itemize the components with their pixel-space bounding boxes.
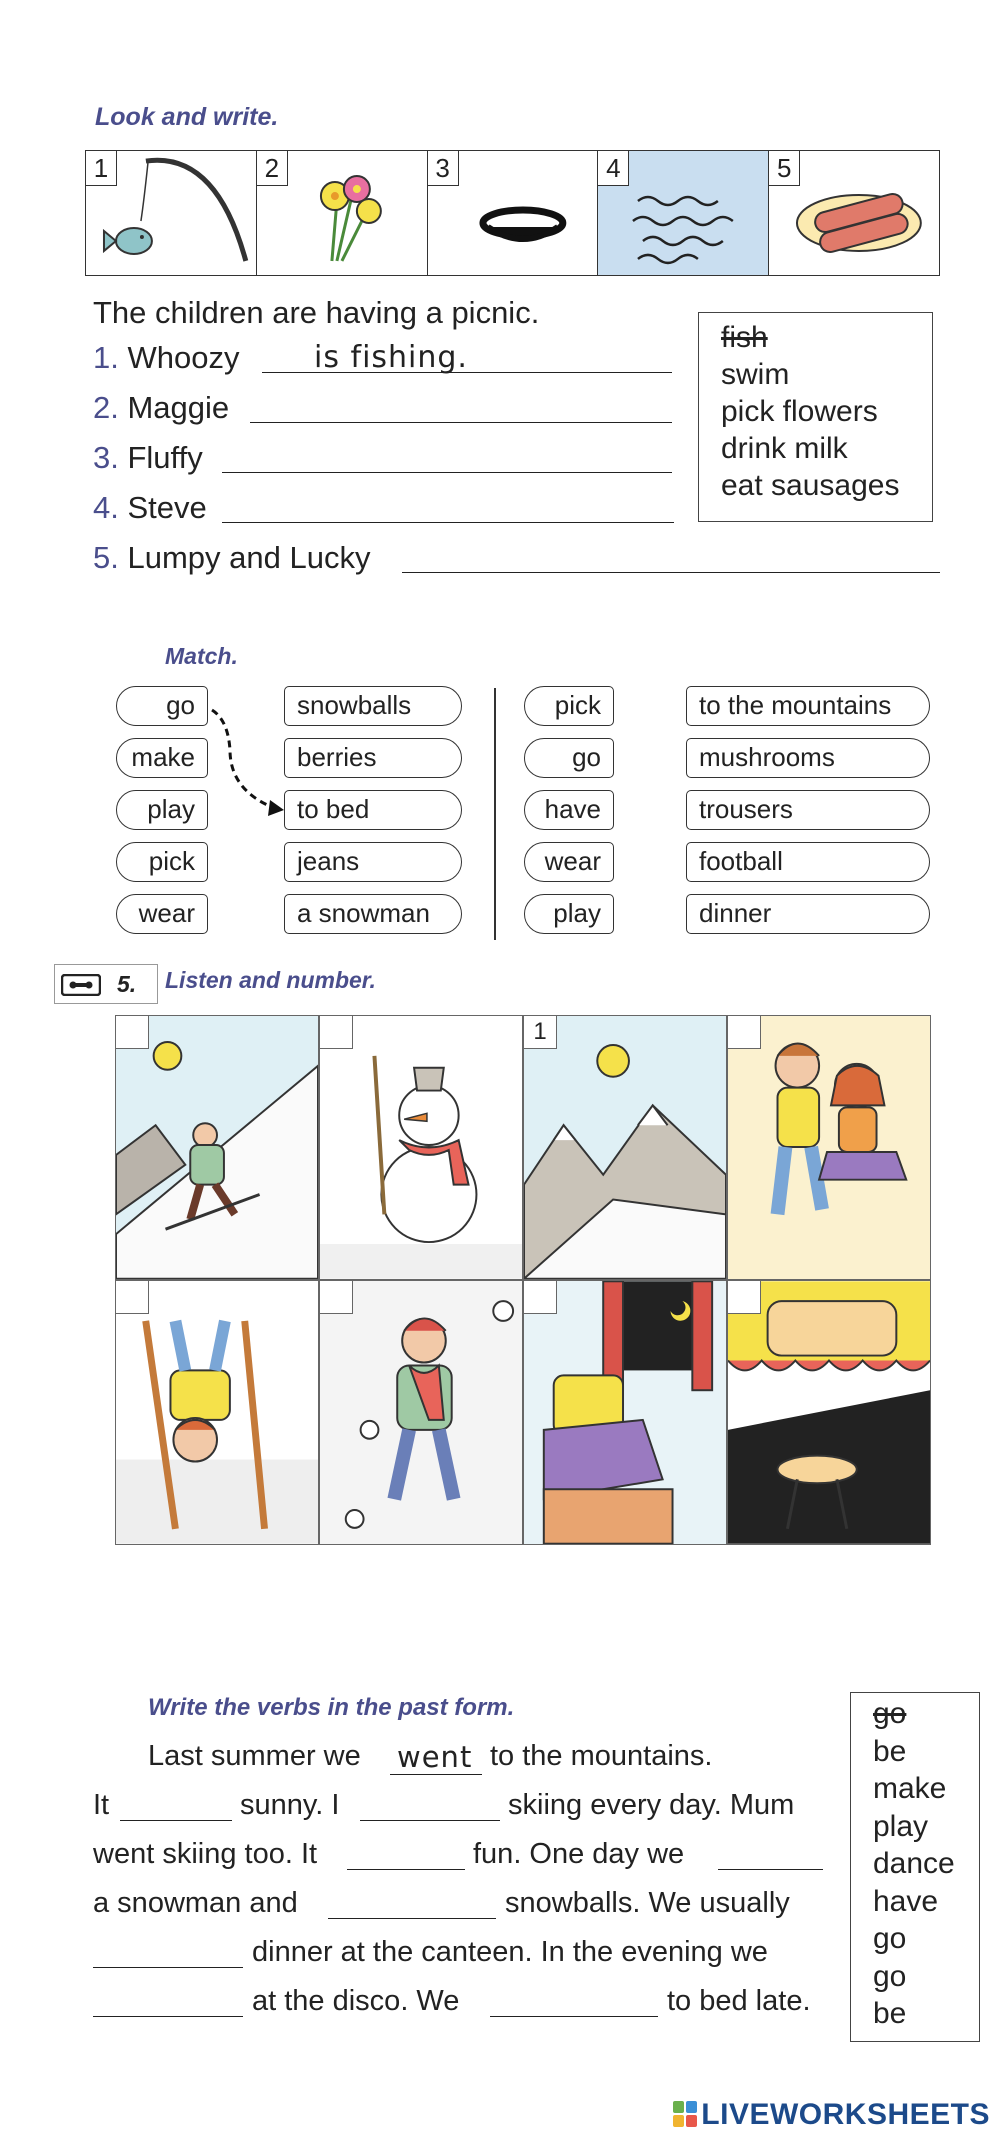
word-box-item: fish [721,321,768,354]
match-noun-left[interactable]: a snowman [284,894,462,934]
match-noun-right[interactable]: football [686,842,930,882]
match-verb-left[interactable]: wear [116,894,208,934]
match-verb-left[interactable]: pick [116,842,208,882]
match-verb-right[interactable]: have [524,790,614,830]
picture-bowl [428,151,599,275]
canteen-icon [728,1281,930,1544]
verb-word-box [698,312,933,522]
scene-number-box[interactable] [524,1281,557,1314]
picture-number: 1 [86,151,117,186]
word-box-item: have [873,1884,939,1918]
picture-number: 4 [598,151,629,186]
question-number: 5. [93,540,119,575]
scene-number-box[interactable] [728,1016,761,1049]
question-1 [93,340,239,376]
match-noun-right[interactable]: to the mountains [686,686,930,726]
blank-line[interactable] [347,1869,465,1870]
match-verb-right[interactable]: wear [524,842,614,882]
match-divider [494,688,496,940]
cassette-icon [61,974,101,996]
word-box-item: pick flowers [721,395,878,428]
section-heading-look-and-write: Look and write. [95,103,279,131]
match-noun-left[interactable]: snowballs [284,686,462,726]
text-segment: skiing every day. Mum [508,1789,795,1821]
blank-line[interactable] [490,2016,658,2017]
exercise-number: 5. [117,971,137,997]
match-verb-left[interactable]: make [116,738,208,778]
scene-number-box[interactable] [320,1281,353,1314]
text-segment: to the mountains. [490,1740,713,1772]
question-2 [93,390,229,426]
section-heading-match: Match. [165,643,238,669]
paragraph-line-1 [148,1740,361,1773]
word-box-item: dance [873,1847,955,1880]
scene-snowman [319,1015,523,1280]
match-noun-left[interactable]: to bed [284,790,462,830]
blank-line[interactable] [328,1918,496,1919]
skier-icon [116,1016,318,1279]
word-box-item: go [873,1922,907,1955]
blank-line[interactable] [93,2016,243,2017]
question-name: Lumpy and Lucky [127,540,371,575]
match-noun-left[interactable]: berries [284,738,462,778]
question-number: 1. [93,340,119,375]
text-segment: to bed late. [667,1985,811,2017]
scene-canteen [727,1280,931,1545]
blank-line[interactable] [718,1869,823,1870]
question-number: 4. [93,490,119,525]
answer-line-5[interactable] [402,572,940,573]
word-box-item: make [873,1772,947,1805]
match-verb-right[interactable]: pick [524,686,614,726]
match-noun-right[interactable]: dinner [686,894,930,934]
picture-strip [85,150,940,276]
match-example-arrow [200,690,300,830]
word-box-item: go [873,1697,907,1730]
text-segment: sunny. I [240,1789,340,1821]
scene-number-box[interactable] [728,1281,761,1314]
picture-fishing [86,151,257,275]
scene-mountains [523,1015,727,1280]
question-number: 2. [93,390,119,425]
text-segment: went skiing too. It [93,1838,318,1870]
snowball-thrower-icon [320,1281,522,1544]
word-box-item: play [873,1809,929,1843]
text-segment: snowballs. We usually [505,1887,790,1919]
blank-line[interactable] [93,1967,243,1968]
text-segment: fun. One day we [473,1838,685,1870]
picture-number: 3 [428,151,459,186]
picture-number: 5 [769,151,800,186]
audio-exercise-box [54,964,158,1004]
scene-number-box[interactable]: 1 [524,1016,557,1049]
scene-number-box[interactable] [116,1016,149,1049]
word-box-item: go [873,1959,907,1993]
answer-line-3[interactable] [222,472,672,473]
question-name: Fluffy [127,440,203,475]
picture-water [598,151,769,275]
word-box-item: be [873,1734,907,1768]
dancing-children-icon [728,1016,930,1279]
match-noun-right[interactable]: mushrooms [686,738,930,778]
match-noun-left[interactable]: jeans [284,842,462,882]
answer-1: is fishing. [314,340,468,375]
question-4 [93,490,207,526]
past-form-word-box [850,1692,980,2042]
scene-number-box[interactable] [320,1016,353,1049]
scene-bed [523,1280,727,1545]
question-5 [93,540,370,576]
logo-text: LIVEWORKSHEETS [701,2098,990,2131]
word-box-item: swim [721,358,790,391]
text-segment: at the disco. We [252,1985,460,2017]
scene-dancing [727,1015,931,1280]
match-verb-right[interactable]: go [524,738,614,778]
question-3 [93,440,203,476]
picture-flowers [257,151,428,275]
question-name: Maggie [127,390,230,425]
answer-line-4[interactable] [222,522,674,523]
blank-line[interactable] [390,1774,482,1775]
section-heading-listen: Listen and number. [165,967,376,993]
text-segment: a snowman and [93,1887,298,1919]
question-number: 3. [93,440,119,475]
fallen-skier-icon [116,1281,318,1544]
scene-fallen-skier [115,1280,319,1545]
word-box-item: eat sausages [721,469,900,502]
text-segment: dinner at the canteen. In the evening we [252,1936,768,1968]
match-verb-left[interactable]: play [116,790,208,830]
liveworksheets-logo[interactable] [673,2098,990,2132]
question-name: Steve [127,490,207,525]
picnic-intro: The children are having a picnic. [93,295,540,330]
answer-line-2[interactable] [250,422,672,423]
picture-number: 2 [257,151,288,186]
blank-line[interactable] [360,1820,500,1821]
text-segment: Last summer we [148,1740,361,1772]
word-box-item: drink milk [721,432,848,465]
mountains-icon [524,1016,726,1279]
scene-number-box[interactable] [116,1281,149,1314]
question-name: Whoozy [127,340,240,375]
example-answer: went [397,1740,473,1774]
match-verb-right[interactable]: play [524,894,614,934]
bed-icon [524,1281,726,1544]
text-segment: It [93,1789,110,1821]
word-box-item: be [873,1997,907,2030]
scene-skier [115,1015,319,1280]
match-verb-left[interactable]: go [116,686,208,726]
picture-sausages [769,151,939,275]
match-noun-right[interactable]: trousers [686,790,930,830]
section-heading-past-form: Write the verbs in the past form. [148,1694,515,1721]
snowman-icon [320,1016,522,1279]
logo-icon [673,2101,697,2127]
scene-snowball [319,1280,523,1545]
blank-line[interactable] [120,1820,232,1821]
